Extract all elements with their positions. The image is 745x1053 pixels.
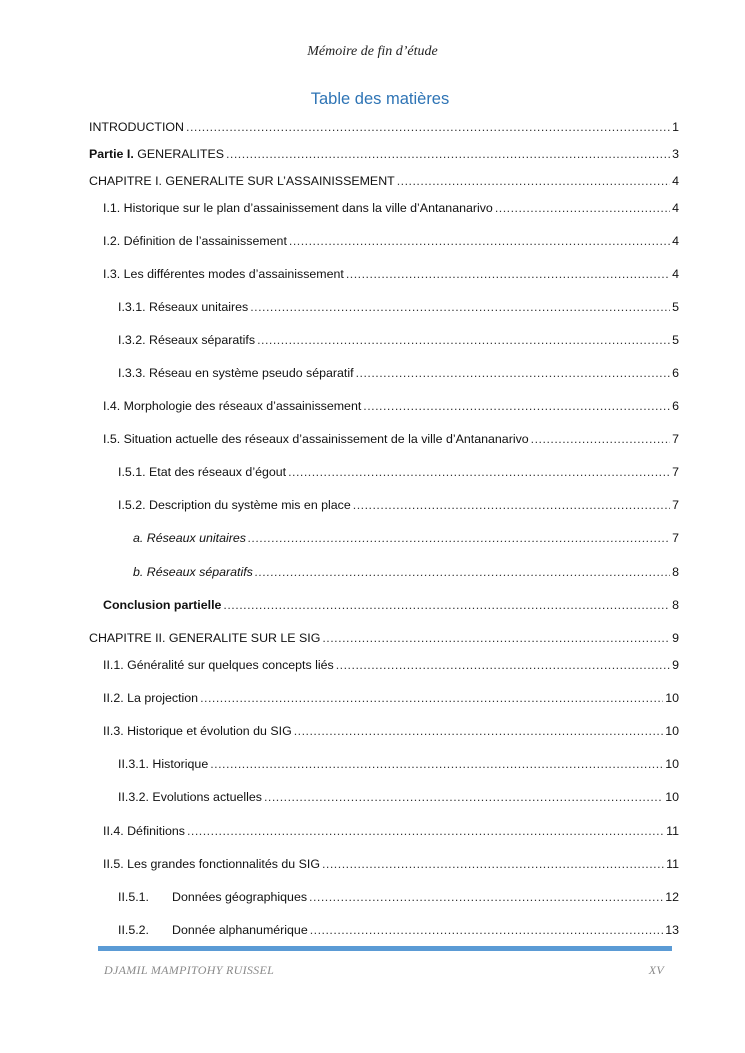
toc-page-number: 10 [665,724,679,738]
toc-entry-subsection[interactable] [118,890,679,908]
toc-entry-subsection[interactable] [118,366,679,384]
toc-entry-label: I.5.1. Etat des réseaux d’égout [118,465,287,479]
toc-page-number: 5 [672,300,679,314]
toc-page-number: 8 [672,565,679,579]
toc-entry-label: I.3.2. Réseaux séparatifs [118,333,256,347]
toc-entry-label: II.5. Les grandes fonctionnalités du SIG [103,857,320,871]
toc-page-number: 4 [672,201,679,215]
toc-leader-dots [223,598,670,612]
toc-leader-dots [200,691,663,705]
toc-entry-subsection[interactable] [118,465,679,483]
toc-page-number: 7 [672,498,679,512]
toc-entry-label: Conclusion partielle [103,598,222,612]
toc-leader-dots [288,465,670,479]
toc-entry-label: I.1. Historique sur le plan d’assainissement dans la ville d’Antananarivo [103,201,493,215]
footer-author: DJAMIL MAMPITOHY RUISSEL [104,963,275,977]
toc-page-number: 9 [672,631,679,645]
toc-entry-label [118,923,308,937]
toc-entry-label-text: Donnée alphanumérique [172,923,308,937]
toc-entry-label: b. Réseaux séparatifs [133,565,253,579]
toc-entry-label: CHAPITRE I. GENERALITE SUR L’ASSAINISSEMENT [89,174,395,188]
toc-entry-label: II.1. Généralité sur quelques concepts liés [103,658,334,672]
toc-entry-item[interactable] [133,531,679,549]
toc-entry-introduction[interactable] [89,120,679,138]
toc-entry-section[interactable] [103,234,679,252]
toc-leader-dots [210,757,663,771]
toc-page-number: 11 [666,857,679,871]
toc-entry-number: II.5.2. [118,923,149,937]
toc-page-number: 12 [665,890,679,904]
toc-entry-label: II.3.1. Historique [118,757,209,771]
toc-leader-dots [187,824,664,838]
toc-page-number: 13 [665,923,679,937]
toc-entry-section[interactable] [103,399,679,417]
toc-leader-dots [397,174,670,188]
toc-leader-dots [186,120,670,134]
toc-entry-label: II.3. Historique et évolution du SIG [103,724,292,738]
toc-entry-label: I.5.2. Description du système mis en place [118,498,351,512]
toc-leader-dots [495,201,670,215]
toc-page-number: 11 [666,824,679,838]
toc-page-number: 10 [665,757,679,771]
toc-leader-dots [363,399,670,413]
toc-page-number: 6 [672,366,679,380]
toc-page-number: 4 [672,234,679,248]
toc-entry-subsection[interactable] [118,333,679,351]
toc-page-number: 7 [672,465,679,479]
toc-entry-chapitre-1[interactable] [89,174,679,192]
toc-page-number: 6 [672,399,679,413]
toc-entry-label-prefix: Partie I. [89,147,134,161]
toc-entry-section[interactable] [103,201,679,219]
toc-page-number: 5 [672,333,679,347]
toc-entry-label: I.3.3. Réseau en système pseudo séparatif [118,366,354,380]
toc-leader-dots [294,724,663,738]
toc-entry-item[interactable] [133,565,679,583]
toc-entry-number: II.5.1. [118,890,149,904]
toc-entry-label: I.5. Situation actuelle des réseaux d’assainissement de la ville d’Antananarivo [103,432,529,446]
toc-leader-dots [248,531,670,545]
toc-entry-section[interactable] [103,658,679,676]
footer-page-number: XV [648,963,664,977]
toc-page-number: 7 [672,432,679,446]
toc-entry-section[interactable] [103,824,679,842]
toc-entry-label: I.2. Définition de l’assainissement [103,234,287,248]
toc-entry-label: II.4. Définitions [103,824,185,838]
toc-leader-dots [289,234,670,248]
toc-page-number: 7 [672,531,679,545]
toc-entry-label-text: Données géographiques [172,890,308,904]
toc-entry-partie-1[interactable] [89,147,679,165]
toc-entry-label: INTRODUCTION [89,120,184,134]
toc-page-number: 3 [672,147,679,161]
toc-entry-section[interactable] [103,857,679,875]
toc-entry-section[interactable] [103,267,679,285]
toc-leader-dots [226,147,670,161]
toc-title: Table des matières [310,90,450,108]
toc-page-number: 1 [672,120,679,134]
toc-entry-section[interactable] [103,432,679,450]
toc-leader-dots [309,890,663,904]
toc-leader-dots [322,857,664,871]
toc-entry-label: I.3.1. Réseaux unitaires [118,300,249,314]
toc-leader-dots [264,790,663,804]
toc-leader-dots [531,432,670,446]
toc-leader-dots [255,565,670,579]
toc-entry-subsection[interactable] [118,790,679,808]
toc-page-number: 10 [665,790,679,804]
toc-entry-subsection[interactable] [118,757,679,775]
toc-leader-dots [310,923,663,937]
toc-entry-label: I.4. Morphologie des réseaux d’assainissement [103,399,362,413]
toc-entry-label [89,147,224,161]
toc-entry-section[interactable] [103,724,679,742]
toc-entry-label [118,890,307,904]
toc-leader-dots [336,658,670,672]
toc-entry-label: II.2. La projection [103,691,199,705]
toc-leader-dots [322,631,670,645]
toc-leader-dots [356,366,671,380]
toc-entry-label: a. Réseaux unitaires [133,531,246,545]
footer-divider [98,946,672,951]
toc-entry-label-text: GENERALITES [137,147,224,161]
toc-leader-dots [346,267,670,281]
toc-entry-subsection[interactable] [118,300,679,318]
toc-entry-label: II.3.2. Evolutions actuelles [118,790,262,804]
toc-entry-label: CHAPITRE II. GENERALITE SUR LE SIG [89,631,321,645]
toc-page-number: 4 [672,267,679,281]
toc-page-number: 9 [672,658,679,672]
toc-entry-conclusion[interactable] [103,598,679,616]
toc-entry-subsection[interactable] [118,498,679,516]
toc-entry-section[interactable] [103,691,679,709]
toc-entry-chapitre-2[interactable] [89,631,679,649]
toc-entry-label: I.3. Les différentes modes d’assainissement [103,267,344,281]
toc-page-number: 10 [665,691,679,705]
toc-entry-subsection[interactable] [118,923,679,941]
toc-page-number: 8 [672,598,679,612]
toc-leader-dots [353,498,670,512]
toc-leader-dots [257,333,670,347]
running-header: Mémoire de fin d’étude [307,44,438,59]
toc-page-number: 4 [672,174,679,188]
toc-leader-dots [250,300,670,314]
